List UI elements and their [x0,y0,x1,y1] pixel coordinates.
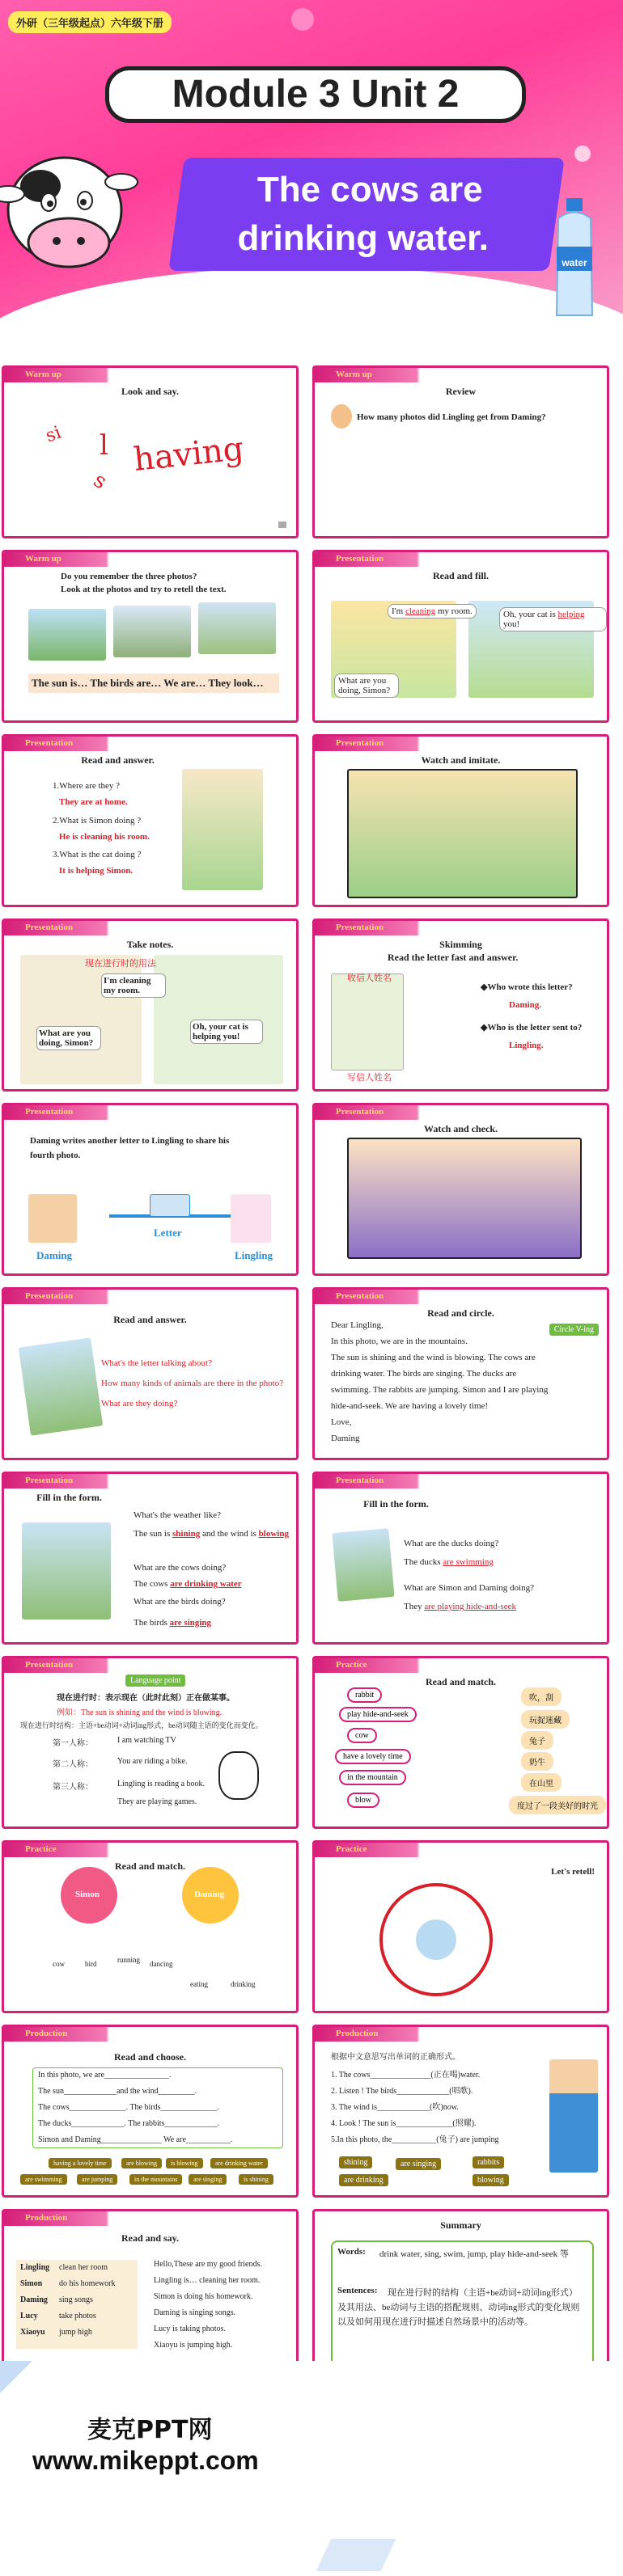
slide-fill-form-1 [2,1472,299,1645]
letter-fragment: s [89,467,111,495]
blank-answer: blowing [258,1529,289,1539]
blank-answer: are singing [169,1618,212,1628]
slide-tag: Presentation [25,1291,74,1301]
form-q: What's the weather like? [134,1510,221,1520]
slide-read-match [312,1656,609,1829]
slide-tag: Practice [336,1844,367,1854]
bubble-2a: Oh, your cat is [503,610,556,619]
cow-mascot-icon [0,137,154,340]
label-via: Letter [154,1227,182,1239]
slide-title: Read and circle. [427,1307,494,1319]
bubble-1 [388,604,477,619]
footer-brand [0,2361,623,2576]
exercise-line: 4. Look ! The sun is______________(照耀). [331,2119,477,2128]
match-right[interactable]: 奶牛 [521,1752,553,1771]
cloze-line: The sun_____________and the wind_________. [38,2087,197,2096]
slide-read-choose [2,2025,299,2198]
mountain-photo [19,1337,103,1435]
slide-title: Read and fill. [432,570,489,581]
form-a: The birds are singing [134,1618,212,1628]
summary-sentences: 现在进行时的结构（主语+be动词+动词ing形式）及其用法、be动词与主语的搭配规则、动词ing形式的变化规则以及如何用现在进行时描述自然场景中的活动等。 [337,2288,580,2327]
answer-chip[interactable]: shining [339,2156,372,2168]
scene-image [332,1528,394,1602]
table-activity: take photos [59,2312,96,2321]
bubble-2-answer: helping [557,610,585,619]
cloze-line: The cows______________. The birds______________. [38,2103,219,2112]
slide-take-notes [2,918,299,1092]
scene-image [182,769,263,890]
slide-summary [312,2209,609,2382]
intro-line2: fourth photo. [30,1151,81,1160]
review-question: How many photos did Lingling get from Daming? [357,412,546,422]
model-line: Daming is singing songs. [154,2308,236,2317]
slide-letter-share [2,1103,299,1276]
question-2: What are Simon and Daming doing? [404,1583,534,1593]
slide-tag: Presentation [336,1291,384,1301]
bubble-2 [499,607,607,631]
answer-1: The ducks are swimming [404,1557,494,1567]
summary-words: drink water, sing, swim, jump, play hide-and-seek 等 [379,2249,569,2259]
module-title: Module 3 Unit 2 [105,66,526,123]
match-right[interactable]: 在山里 [521,1773,562,1792]
lp-line: 第三人称： [53,1783,93,1792]
question-2: How many kinds of animals are there in the photo? [101,1379,284,1388]
question-1: ◆Who wrote this letter? [481,982,573,992]
note-top: 现在进行时的用法 [85,959,156,969]
match-word[interactable]: cow [53,1960,65,1968]
model-line: Hello,These are my good friends. [154,2260,262,2269]
slide-tag: Presentation [336,738,384,748]
a1: They are at home. [59,797,128,807]
question-1: What's the letter talking about? [101,1358,212,1368]
slide-tag: Presentation [25,1107,74,1117]
slide-tag: Presentation [336,554,384,564]
cow-image [218,1751,259,1800]
word-having: having [131,429,246,479]
match-right[interactable]: 吹，刮 [521,1687,562,1706]
exercise-line: 5.In this photo, the___________(兔子) are jumping [331,2135,499,2144]
slide-tag: Presentation [336,1476,384,1485]
brand-url[interactable]: www.mikeppt.com [32,2446,259,2475]
question-2: ◆Who is the letter sent to? [481,1023,583,1033]
letter-icon [150,1194,190,1217]
bubble-3: What are you doing, Simon? [334,674,399,698]
match-word[interactable]: dancing [150,1960,173,1968]
lp-line: 现在进行时结构：主语+be动词+动词ing形式，be动词随主语的变化而变化。 [20,1721,263,1729]
deco-shape [316,2539,396,2571]
lp-line: I am watching TV [117,1736,176,1745]
slide-tag: Warm up [25,370,61,379]
slide-tag: Warm up [336,370,372,379]
letter-line: Dear Lingling, [331,1320,384,1330]
cover [0,0,623,360]
slide-title: Let's retell! [551,1867,595,1877]
lesson-title-line2: drinking water. [237,218,490,258]
slide-title: Skimming [439,939,482,950]
table-name: Lucy [20,2312,38,2321]
slide-title: Take notes. [126,939,174,950]
a2: He is cleaning his room. [59,832,150,842]
table-name: Xiaoyu [20,2328,45,2337]
label-recipient: 收信人姓名 [347,973,392,983]
reading-boy-image [331,404,352,429]
cloze-line: In this photo, we are________________. [38,2071,172,2080]
slide-warmup-review [312,365,609,538]
table-activity: jump high [59,2328,92,2337]
circle-badge: Circle V-ing [549,1324,599,1336]
question-3: What are they doing? [101,1399,178,1408]
q2: 2.What is Simon doing ? [53,816,142,826]
bubble-2c: you! [503,619,520,629]
option-chip[interactable]: are drinking water [210,2158,268,2168]
lesson-title [168,158,565,271]
brand-cn: 麦克PPT网 [87,2416,213,2444]
label-writer: 写信人姓名 [347,1073,392,1083]
balloon-label: Daming [194,1890,225,1899]
match-left[interactable]: cow [347,1728,377,1743]
blank-answer: are swimming [443,1557,494,1567]
blank-answer: are drinking water [170,1579,242,1589]
match-left[interactable]: rabbit [347,1687,382,1703]
slide-practice-match [2,1840,299,2013]
slide-tag: Production [25,2029,68,2038]
deco-triangle [0,2361,32,2393]
model-line: Xiaoyu is jumping high. [154,2341,233,2350]
slide-watch-imitate [312,734,609,907]
lp-line: Lingling is reading a book. [117,1780,206,1788]
slide-title: Read and choose. [113,2051,186,2063]
slide-title: Fill in the form. [363,1498,429,1510]
bubble-1: I'm cleaning my room. [101,973,166,998]
slide-tag: Presentation [336,923,384,932]
blank-answer: shining [172,1529,201,1539]
slide-tag: Presentation [25,1476,74,1485]
answer-2: Lingling. [509,1041,544,1050]
slide-watch-check [312,1103,609,1276]
form-a: The cows are drinking water [134,1579,242,1589]
table-activity: sing songs [59,2295,93,2304]
match-word[interactable]: bird [85,1960,97,1968]
bubble-1c: my room. [437,606,473,616]
match-right[interactable]: 度过了一段美好的时光 [509,1796,606,1814]
slide-tag: Presentation [25,1660,74,1670]
language-point-badge: Language point [125,1674,185,1687]
slide-tag: Practice [25,1844,57,1854]
speaker-icon[interactable] [278,522,286,528]
slide-warmup-photos [2,550,299,723]
match-left[interactable]: have a lovely time [335,1749,411,1764]
option-chip[interactable]: are swimming [20,2174,67,2185]
slide-warmup-look [2,365,299,538]
slide-tag: Presentation [25,738,74,748]
summary-sentences-label: Sentences: [337,2286,378,2295]
letter-image [331,973,404,1071]
video-frame[interactable] [347,769,578,898]
lp-line: 第二人称： [53,1760,93,1769]
lingling-image [231,1194,271,1243]
letter-line: hide-and-seek. We are having a lovely time! [331,1401,489,1411]
slide-tag: Production [25,2213,68,2223]
match-right[interactable]: 兔子 [521,1731,553,1750]
slide-title: Look and say. [121,386,180,397]
slide-skimming [312,918,609,1092]
slide-write-words [312,2025,609,2198]
intro-line1: Daming writes another letter to Lingling to share his [30,1136,230,1146]
table-name: Daming [20,2295,48,2304]
match-left[interactable]: blow [347,1793,379,1808]
model-line: Lingling is… cleaning her room. [154,2276,261,2285]
answer-chip[interactable]: are drinking [339,2174,388,2186]
summary-words-label: Words: [337,2247,366,2257]
letter-line: Love, [331,1417,352,1427]
bubble-2: What are you doing, Simon? [36,1026,101,1050]
q3: 3.What is the cat doing ? [53,850,142,859]
question-2: Look at the photos and try to retell the text. [61,585,227,594]
bubble-3: Oh, your cat is helping you! [190,1020,263,1044]
answer-2: They are playing hide-and-seek [404,1602,516,1611]
photo-3 [198,602,276,654]
label-from: Daming [36,1249,73,1261]
form-q: What are the birds doing? [134,1597,226,1607]
slide-tag: Presentation [25,923,74,932]
daming-image [28,1194,77,1243]
option-chip[interactable]: are blowing [121,2158,162,2168]
slide-title: Summary [440,2219,481,2231]
retell-center-icon [416,1919,456,1960]
slide-title: Read and answer. [81,754,155,766]
option-chip[interactable]: are singing [189,2174,227,2185]
form-q: What are the cows doing? [134,1563,227,1573]
option-chip[interactable]: are jumping [77,2174,117,2185]
subtitle: Read the letter fast and answer. [388,952,519,963]
table-activity: clean her room [59,2263,108,2272]
slide-tag: Warm up [25,554,61,564]
option-chip[interactable]: is shining [239,2174,273,2185]
label-to: Lingling [235,1249,273,1261]
model-line: Simon is doing his homework. [154,2292,253,2301]
bubble-1a: I'm [392,606,404,616]
balloon-label: Simon [75,1890,100,1899]
option-chip[interactable]: having a lovely time [49,2158,112,2168]
cloze-line: Simon and Daming_______________ We are___________. [38,2135,233,2144]
slide-title: Read and match. [425,1676,496,1687]
slide-title: Fill in the form. [36,1492,102,1503]
slide-tag: Practice [336,1660,367,1670]
blank-answer: are playing hide-and-seek [424,1602,516,1611]
answer-chip[interactable]: blowing [473,2174,509,2186]
letter-line: drinking water. The birds are singing. The ducks are [331,1369,517,1379]
table-activity: do his homework [59,2279,116,2288]
match-word[interactable]: running [117,1956,140,1964]
slide-title: Read and match. [114,1860,185,1872]
slide-title: Review [445,386,477,397]
exercise-line: 2. Listen ! The birds_____________(唱歌). [331,2087,473,2096]
match-left[interactable]: play hide-and-seek [339,1707,417,1722]
letter-line: The sun is shining and the wind is blowing. The cows are [331,1353,536,1362]
bottle-label: water [562,257,587,268]
slide-language-point [2,1656,299,1829]
scene-image [22,1522,111,1620]
bubble-1-answer: cleaning [405,606,436,616]
table-name: Simon [20,2279,43,2288]
slide-read-say [2,2209,299,2382]
answer-chip[interactable]: are singing [396,2158,441,2170]
letter-fragment: l [100,429,108,462]
cloze-line: The ducks_____________. The rabbits_____________. [38,2119,219,2128]
form-a: The sun is shining and the wind is blowing [134,1529,289,1539]
match-word[interactable]: drinking [231,1980,256,1988]
question-1: What are the ducks doing? [404,1539,499,1548]
letter-line: Daming [331,1434,360,1443]
q1: 1.Where are they ? [53,781,121,791]
lp-line: 第一人称： [53,1739,93,1748]
exercise-line: 根据中文意思写出单词的正确形式。 [331,2053,460,2062]
letter-fragment: si [43,422,65,447]
model-line: Lucy is taking photos. [154,2325,226,2333]
slide-read-answer-2 [2,1287,299,1460]
table-name: Lingling [20,2263,50,2272]
photo-2 [113,606,191,657]
boy-image [549,2059,598,2173]
publisher-badge: 外研（三年级起点）六年级下册 [8,11,172,33]
match-word[interactable]: eating [190,1980,208,1988]
option-chip[interactable]: in the mountains [129,2174,182,2185]
lp-line: They are playing games. [117,1797,197,1806]
slide-read-answer [2,734,299,907]
slide-tag: Presentation [336,1107,384,1117]
answer-chip[interactable]: rabbits [473,2156,504,2168]
photo-1 [28,609,106,661]
match-right[interactable]: 玩捉迷藏 [521,1710,570,1729]
deco-circle [574,146,591,162]
slide-fill-form-2 [312,1472,609,1645]
slide-read-circle [312,1287,609,1460]
slide-title: Read and answer. [113,1314,187,1325]
lp-line: 现在进行时：表示现在（此时此刻）正在做某事。 [57,1694,235,1703]
exercise-line: 1. The cows_______________(正在喝)water. [331,2071,481,2080]
letter-line: In this photo, we are in the mountains. [331,1337,468,1346]
slide-title: Watch and imitate. [421,754,501,766]
lesson-title-line1: The cows are [256,170,483,209]
retell-box: The sun is… The birds are… We are… They look… [28,674,279,693]
video-frame[interactable] [347,1138,582,1259]
question-1: Do you remember the three photos? [61,572,197,581]
deco-circle [291,8,314,31]
option-chip[interactable]: is blowing [166,2158,203,2168]
a3: It is helping Simon. [59,866,134,876]
exercise-line: 3. The wind is_____________(吹)now. [331,2103,459,2112]
match-left[interactable]: in the mountain [339,1770,406,1785]
slide-title: Read and say. [121,2232,180,2244]
slide-retell [312,1840,609,2013]
lp-line: You are riding a bike. [117,1757,188,1766]
lp-line: 例如：The sun is shining and the wind is blowing. [57,1708,222,1717]
slide-title: Watch and check. [423,1123,498,1134]
slide-read-fill [312,550,609,723]
answer-1: Daming. [509,1000,542,1010]
letter-line: swimming. The rabbits are jumping. Simon and I are playing [331,1385,549,1395]
slide-tag: Production [336,2029,379,2038]
